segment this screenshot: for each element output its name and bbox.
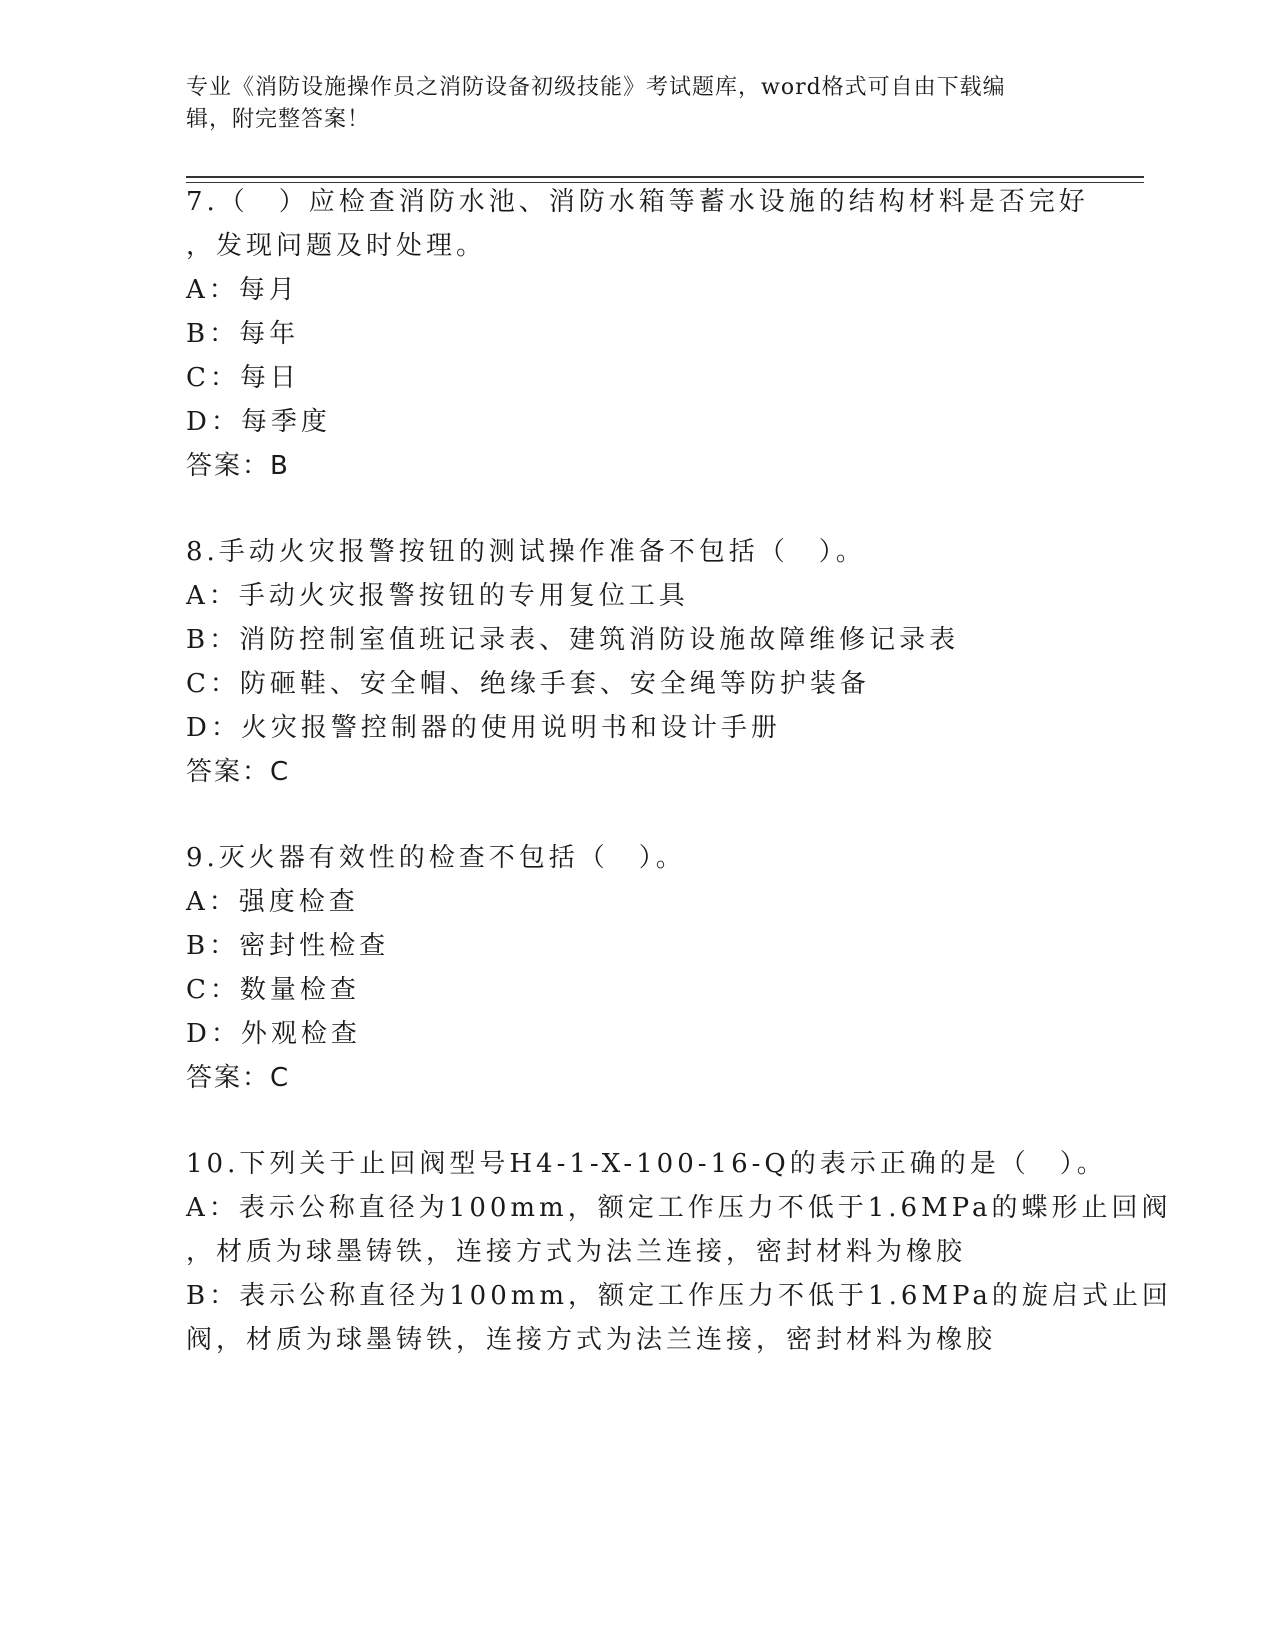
question-10-stem: 10.下列关于止回阀型号H4-1-X-100-16-Q的表示正确的是（ ）。 (186, 1149, 1107, 1179)
question-9-option-b: B：密封性检查 (186, 931, 390, 961)
question-10-option-a-line-2: ，材质为球墨铸铁，连接方式为法兰连接，密封材料为橡胶 (186, 1237, 967, 1267)
question-9-option-c: C：数量检查 (186, 975, 360, 1005)
question-8-option-a: A：手动火灾报警按钮的专用复位工具 (186, 581, 689, 611)
question-9-answer: 答案：C (186, 1063, 291, 1093)
question-9-option-d: D：外观检查 (186, 1019, 361, 1049)
question-9-option-a: A：强度检查 (186, 887, 359, 917)
question-7-stem-line-1: 7.（ ）应检查消防水池、消防水箱等蓄水设施的结构材料是否完好 (186, 187, 1089, 217)
header-line-2: 辑，附完整答案！ (186, 107, 371, 132)
question-7-stem-line-2: ，发现问题及时处理。 (186, 231, 487, 261)
question-8-option-d: D：火灾报警控制器的使用说明书和设计手册 (186, 713, 781, 743)
header-line-1: 专业《消防设施操作员之消防设备初级技能》考试题库，word格式可自由下载编 (186, 75, 1006, 100)
question-10-option-b-line-2: 阀，材质为球墨铸铁，连接方式为法兰连接，密封材料为橡胶 (186, 1325, 997, 1355)
question-7-option-b: B：每年 (186, 319, 300, 349)
question-8-option-c: C：防砸鞋、安全帽、绝缘手套、安全绳等防护装备 (186, 669, 870, 699)
question-7-answer: 答案：B (186, 451, 290, 481)
question-9-stem: 9.灭火器有效性的检查不包括（ ）。 (186, 843, 686, 873)
question-8-answer: 答案：C (186, 757, 291, 787)
question-8-option-b: B：消防控制室值班记录表、建筑消防设施故障维修记录表 (186, 625, 960, 655)
header-divider-thick (186, 176, 1144, 178)
question-10-option-b-line-1: B：表示公称直径为100mm，额定工作压力不低于1.6MPa的旋启式止回 (186, 1281, 1172, 1311)
question-7-option-d: D：每季度 (186, 407, 331, 437)
question-7-option-c: C：每日 (186, 363, 300, 393)
question-7-option-a: A：每月 (186, 275, 299, 305)
question-8-stem: 8.手动火灾报警按钮的测试操作准备不包括（ ）。 (186, 537, 866, 567)
question-10-option-a-line-1: A：表示公称直径为100mm，额定工作压力不低于1.6MPa的蝶形止回阀 (186, 1193, 1172, 1223)
document-header (186, 72, 1066, 136)
